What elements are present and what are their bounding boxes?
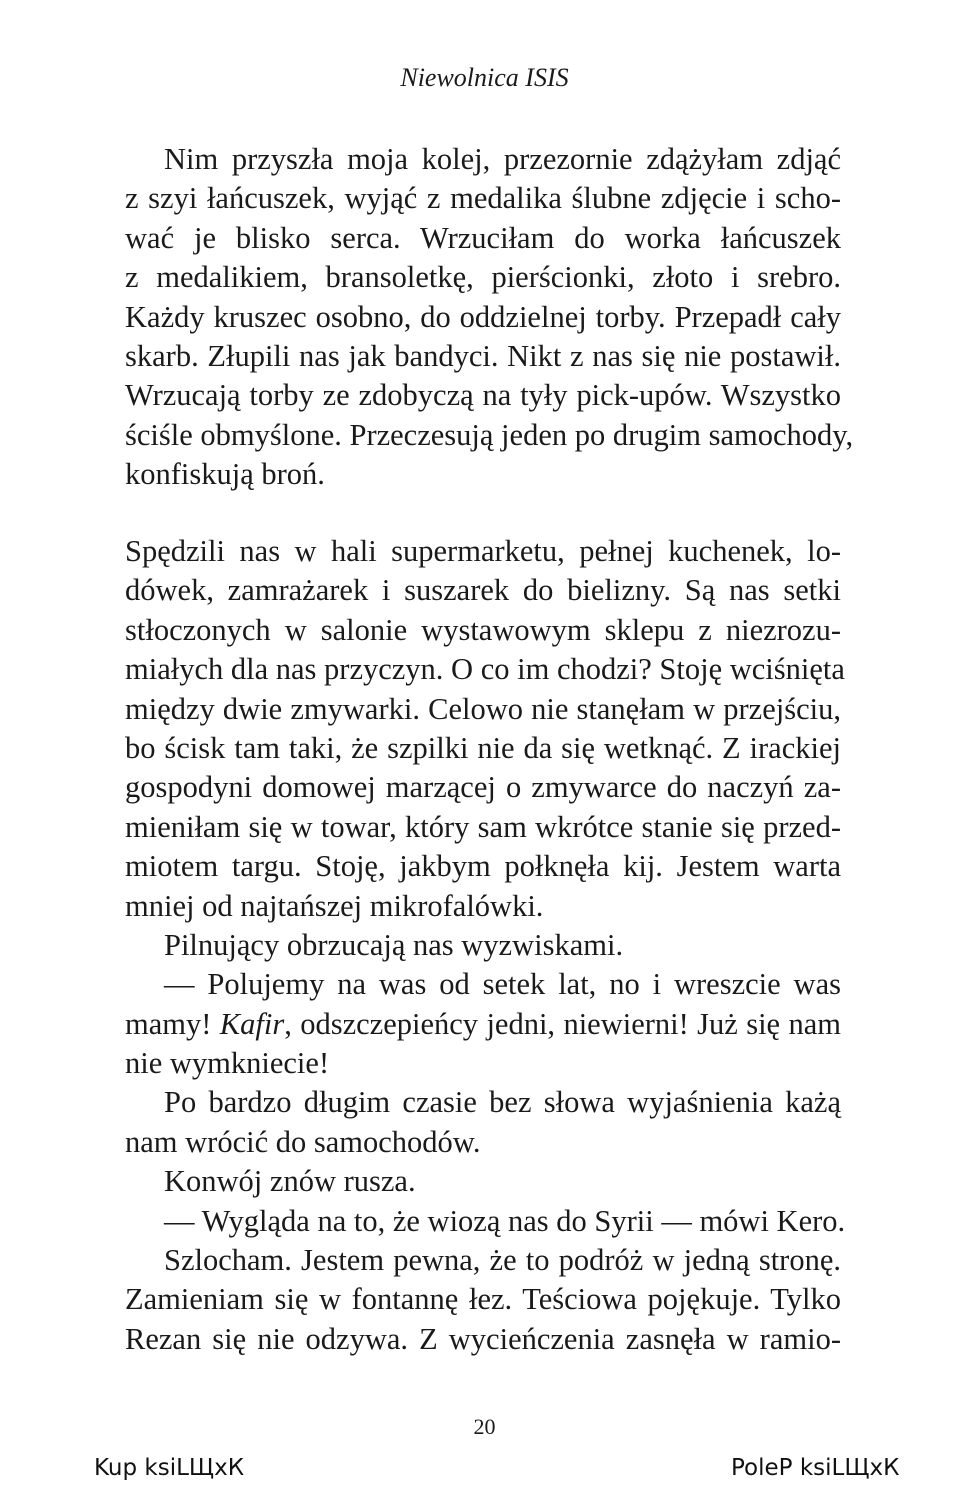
text-line: mniej od najtańszej mikrofalówki. [125,888,544,923]
italic-term: Kafir [219,1006,285,1041]
text-line: wać je blisko serca. Wrzuciłam do worka łańcuszek [125,220,841,255]
text-line: Nim przyszła moja kolej, przezornie zdążyłam zdjąć [164,142,841,176]
buy-book-link[interactable]: Kup ksiLЩxК [94,1455,245,1481]
text-line: Każdy kruszec osobno, do oddzielnej torby. Przepadł cały [125,299,841,334]
dialogue-line: — Wygląda na to, że wiozą nas do Syrii — mówi Kero. [164,1203,846,1238]
text-line: z medalikiem, bransoletkę, pierścionki, złoto i srebro. [125,260,841,295]
recommend-book-link[interactable]: PoleP ksiLЩxК [731,1455,900,1481]
dialogue-text: mamy! [125,1006,220,1041]
page-number: 20 [473,1414,496,1439]
dialogue-line [125,1005,841,1044]
paragraph-1 [125,140,854,495]
running-title: Niewolnica ISIS [400,63,569,92]
text-line: nam wrócić do samochodów. [125,1124,481,1159]
text-line: między dwie zmywarki. Celowo nie stanęłam w przejściu, [125,691,841,726]
text-line: Po bardzo długim czasie bez słowa wyjaśnienia każą [164,1085,841,1120]
text-line: ściśle obmyślone. Przeczesują jeden po drugim samochody, [125,417,854,452]
text-line: skarb. Złupili nas jak bandyci. Nikt z nas się nie postawił. [125,338,841,373]
text-line: Wrzucają torby ze zdobyczą na tyły pick-upów. Wszystko [125,378,841,413]
text-line: Konwój znów rusza. [164,1164,416,1199]
dialogue-text: , odszczepieńcy jedni, niewierni! Już się nam [284,1006,841,1041]
text-line: z szyi łańcuszek, wyjąć z medalika ślubne zdjęcie i scho- [125,181,841,216]
text-line: Zamieniam się w fontannę łez. Teściowa pojękuje. Tylko [125,1282,841,1317]
text-line: bo ścisk tam taki, że szpilki nie da się wetknąć. Z irackiej [125,730,841,765]
text-line: stłoczonych w salonie wystawowym sklepu z niezrozu- [125,612,841,647]
text-line: Rezan się nie odzywa. Z wycieńczenia zasnęła w ramio- [125,1321,841,1356]
text-line: gospodyni domowej marzącej o zmywarce do naczyń za- [125,770,841,805]
paragraph-2 [125,532,846,1359]
dialogue-line: nie wymkniecie! [125,1046,330,1081]
text-line: mieniłam się w towar, który sam wkrótce stanie się przed- [125,809,841,844]
dialogue-line: — Polujemy na was od setek lat, no i wreszcie was [164,967,841,1002]
text-line: miotem targu. Stoję, jakbym połknęła kij. Jestem warta [125,849,841,884]
text-line: dówek, zamrażarek i suszarek do bielizny. Są nas setki [125,573,841,608]
text-line: miałych dla nas przyczyn. O co im chodzi? Stoję wciśnięta [125,652,845,687]
text-line: Pilnujący obrzucają nas wyzwiskami. [164,927,624,962]
text-line: Spędzili nas w hali supermarketu, pełnej kuchenek, lo- [125,534,841,568]
text-line: Szlocham. Jestem pewna, że to podróż w jedną stronę. [164,1243,841,1278]
text-line: konfiskują broń. [125,457,325,492]
